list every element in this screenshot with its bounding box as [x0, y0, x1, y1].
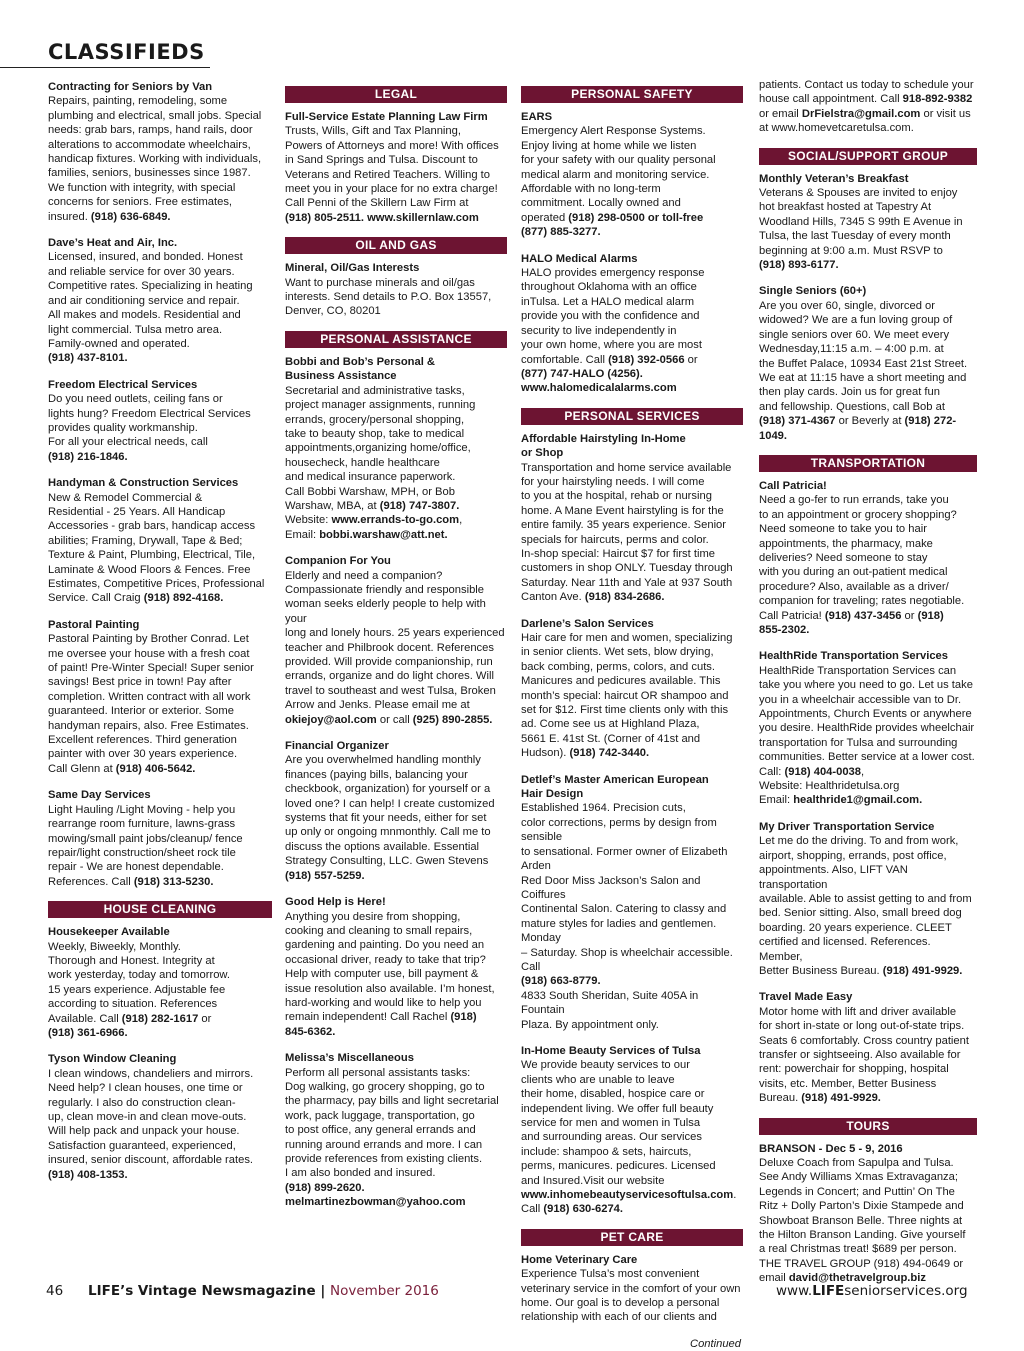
entry-heading: Melissa’s Miscellaneous — [285, 1052, 414, 1065]
entry-contact: (918) 805-2511. www.skillernlaw.com — [285, 211, 479, 224]
entry-body — [759, 78, 977, 136]
classified-entry — [48, 618, 272, 776]
entry-body — [521, 1058, 743, 1216]
entry-text: or — [901, 609, 918, 622]
entry-text: or Beverly at — [835, 415, 905, 428]
entry-contact: (918) 892-4168. — [143, 592, 224, 605]
entry-text: Licensed, insured, and bonded. Honest and reliable service for over 30 years. Competitive rates. Specializing in heating and air conditioning service and repair. All makes and models. Residential and light commercial. Tulsa metro area. Family-owned and operated. — [48, 251, 253, 350]
section-header-tours: TOURS — [759, 1118, 977, 1135]
entry-contact: (918) 298-0500 or toll-free (877) 885-3277. — [521, 211, 704, 239]
entry-text: Perform all personal assistants tasks: Dog walking, go grocery shopping, go to the pharmacy, pay bills and light secretarial work, pack luggage, transportation, go to post office, any general errands and running around errands and more. I can provide references from existing clients. I am also bonded and insured. — [285, 1066, 499, 1180]
entries-personal-services — [521, 432, 743, 1217]
entry-contact: (918) 742-3440. — [569, 747, 650, 760]
magazine-title — [88, 1283, 439, 1299]
classified-entry — [759, 1142, 977, 1286]
entry-text: Want to purchase minerals and oil/gas interests. Send details to P.O. Box 13557, Denver, CO, 80201 — [285, 276, 492, 318]
entry-contact: (918) 834-2686. — [584, 591, 665, 604]
entry-text: HALO provides emergency response throughout Oklahoma with an office inTulsa. Let a HALO medical alarm provide you with the confidence and security to live independently in your own home, where you are most comfortable. Call — [521, 267, 705, 366]
entry-heading: Handyman & Construction Services — [48, 477, 239, 490]
entry-body — [759, 1156, 977, 1286]
entry-text: Secretarial and administrative tasks, project manager assignments, running errands, grocery/personal shopping, take to beauty shop, take to medical appointments,organizing home/office, housecheck, handle healthcare and medical insurance paperwork. Call Bobbi Warshaw, MPH, or Bob Warshaw, MBA, at — [285, 384, 476, 512]
entry-heading: Affordable Hairstyling In-Home or Shop — [521, 432, 686, 460]
entry-body — [285, 124, 507, 225]
entries-vet-continued — [759, 78, 977, 136]
url-suffix: seniorservices.org — [844, 1283, 968, 1299]
section-header-social-support-group: SOCIAL/SUPPORT GROUP — [759, 148, 977, 165]
section-header-oil-and-gas: OIL AND GAS — [285, 237, 507, 254]
entry-contact: (918) 371-4367 — [759, 415, 836, 428]
entry-text: Elderly and need a companion? Compassionate friendly and responsible woman seeks elderly people to help with your long and lonely hours. 25 years experienced teacher and Philbrook docent. References provided. Will provide companionship, run errands, organize and do light chores. Will travel to southeast and west Tulsa, Broken Arrow and Jenks. Please email me at — [285, 569, 505, 712]
entry-heading: My Driver Transportation Service — [759, 820, 935, 833]
entry-body — [48, 803, 272, 889]
entry-contact: (918) 663-8779. — [521, 975, 601, 988]
entry-text: Established 1964. Precision cuts, color corrections, perms by design from sensible to sensational. Former owner of Elizabeth Arden Red Door Miss Jackson’s Salon and Coiffures Continental Salon. Catering to classy and mature styles for ladies and gentlemen. Monday – Saturday. Shop is wheelchair accessible. Call — [521, 802, 733, 973]
entry-heading: Contracting for Seniors by Van — [48, 81, 213, 93]
classified-entry — [759, 284, 977, 442]
entries-transportation — [759, 479, 977, 1106]
classified-entry — [285, 895, 507, 1039]
classified-entry — [285, 554, 507, 727]
entry-contact: (918) 491-9929. — [882, 964, 963, 977]
entry-body — [285, 1066, 507, 1210]
entry-contact: (918) 406-5642. — [115, 762, 196, 775]
entry-text: or visit us at www.homevetcaretulsa.com. — [759, 107, 971, 135]
entry-contact: www.errands-to-go.com — [331, 514, 460, 527]
entry-text: Anything you desire from shopping, cooking and cleaning to small repairs, gardening and painting. Do you need an occasional driver, ready to take that trip? Help with computer use, bill payment & issue resolution also available. I’m honest, hard-working and would like to help you remain independent! Call Rachel — [285, 910, 495, 1024]
entry-heading: Good Help is Here! — [285, 896, 386, 909]
page-title: CLASSIFIEDS — [48, 40, 205, 64]
entry-contact: (918) 404-0038 — [784, 765, 862, 778]
entry-body — [521, 124, 743, 239]
classified-entry — [759, 78, 977, 136]
classified-entry — [759, 820, 977, 978]
entry-body — [759, 664, 977, 808]
entry-heading: HALO Medical Alarms — [521, 252, 638, 265]
entry-contact: (918) 855-2302. — [759, 609, 944, 636]
entry-text: Are you overwhelmed handling monthly finances (paying bills, balancing your checkbook, organization) for yourself or a loved one? I can help! I create customized systems that fit your needs, either for set up only or ongoing mnmonthly. Call me to discuss the options available. Essential Strategy Consulting, LLC. Gwen Stevens — [285, 754, 495, 868]
entries-house-cleaning — [48, 925, 272, 1182]
entry-heading: Home Veterinary Care — [521, 1253, 638, 1266]
entry-text: Weekly, Biweekly, Monthly. Thorough and Honest. Integrity at work yesterday, today and tomorrow. 15 years experience. Adjustable fee according to situation. References Available. Call — [48, 940, 230, 1025]
entry-text: Motor home with lift and driver available for short in-state or long out-of-state trips. Seats 6 comfortably. Cross country patient transfer or sightseeing. Also available for rent: powerchair for shopping, hospital visits, etc. Member, Better Business Bureau. — [759, 1005, 969, 1105]
entry-text: Transportation and home service available for your hairstyling needs. I will come to you at the hospital, rehab or nursing home. A Mane Event hairstyling is for the entire family. 35 years experience. Senior specials for haircuts, perms and color. In-shop special: Haircut $7 for first time customers in shop ONLY. Tuesday through Saturday. Near 11th and Yale at 937 South Canton Ave. — [521, 461, 733, 604]
url-prefix: www. — [776, 1283, 813, 1299]
entry-text: , Website: Healthridetulsa.org Email: — [759, 765, 900, 807]
entry-contact: (918) 557-5259. — [285, 869, 365, 882]
entry-contact: (918) 272-1049. — [759, 415, 957, 442]
entry-body — [285, 753, 507, 883]
entry-contact: (918) 361-6966. — [48, 1026, 128, 1039]
entry-body — [285, 910, 507, 1040]
entry-heading: Tyson Window Cleaning — [48, 1053, 177, 1066]
entry-contact: (918) 630-6274. — [543, 1203, 624, 1216]
entry-text: Experience Tulsa’s most convenient veterinary service in the comfort of your own home. Our goal is to develop a personal relationship with each of our clients and — [521, 1268, 741, 1324]
entry-text: or call — [376, 713, 413, 726]
entries-personal-safety — [521, 110, 743, 396]
column-4 — [759, 78, 977, 1298]
entry-heading: Bobbi and Bob’s Personal & Business Assistance — [285, 355, 436, 383]
issue-month: November 2016 — [329, 1283, 439, 1299]
entry-text: 4833 South Sheridan, Suite 405A in Fountain Plaza. By appointment only. — [521, 989, 699, 1031]
entry-body — [48, 250, 272, 365]
entry-contact: (918) 408-1353. — [48, 1168, 128, 1181]
entry-text: Hair care for men and women, specializing in senior clients. Wet sets, blow drying, back combing, perms, colors, and cuts. Manicures and pedicures available. This month’s special: haircut OR shampoo and set for $12. First time clients only with this ad. Come see us at Highland Plaza, 5661 E. 41st St. (Corner of 41st and Hudson). — [521, 632, 733, 760]
entry-text: HealthRide Transportation Services can take you where you need to go. Let us take you in a wheelchair accessible van to Dr. Appointments, Church Events or anywhere you desire. HealthRide provides wheelchair transportation for Tulsa and surrounding communities. Better service at a lower cost. Call: — [759, 664, 975, 778]
entry-body — [285, 384, 507, 542]
entry-heading: Dave’s Heat and Air, Inc. — [48, 237, 178, 250]
entry-text: Need a go-fer to run errands, take you to an appointment or grocery shopping? Need someone to take you to hair appointments, the pharmacy, make deliveries? Need someone to stay with you during an out-patient medical procedure? Also, available as a driver/ companion for traveling; rates negotiable. Call Patricia! — [759, 494, 965, 622]
entry-contact: DrFielstra@gmail.com — [801, 107, 921, 120]
entry-body — [759, 1005, 977, 1106]
classified-entry — [521, 110, 743, 240]
entry-contact: (918) 636-6849. — [90, 210, 171, 223]
entry-contact: (877) 747-HALO (4256). www.halomedicalalarms.com — [521, 367, 677, 395]
classified-entry — [48, 236, 272, 366]
entry-heading: In-Home Beauty Services of Tulsa — [521, 1044, 701, 1057]
entry-text: Are you over 60, single, divorced or widowed? We are a fun loving group of single seniors over 60. We meet every Wednesday,11:15 a.m. – 4:00 p.m. at the Buffet Palace, 10934 East 21st Street. We eat at 11:15 have a short meeting and then play cards. Join us for great fun and fellowship. Questions, call Bob at — [759, 299, 968, 413]
entry-text: Repairs, painting, remodeling, some plumbing and electrical, small jobs. Special needs: grab bars, ramps, hand rails, door alterations to accommodate wheelchairs, handicap fixtures. Working with individuals, families, seniors, businesses since 1987. We function with integrity, with special concerns for seniors. Free estimates, insured. — [48, 95, 262, 223]
entries-pet-care — [521, 1253, 743, 1325]
classified-entry — [521, 432, 743, 605]
entry-contact: david@thetravelgroup.biz — [788, 1272, 926, 1285]
entry-contact: (918) 899-2620. melmartinezbowman@yahoo.com — [285, 1181, 466, 1209]
entry-body — [759, 299, 977, 443]
continued-label: Continued — [689, 1337, 741, 1350]
classified-entry — [48, 80, 272, 224]
classified-entry — [759, 172, 977, 273]
classified-entry — [285, 355, 507, 542]
section-header-personal-safety: PERSONAL SAFETY — [521, 86, 743, 103]
entry-heading: Same Day Services — [48, 789, 151, 802]
classified-entry — [285, 1051, 507, 1209]
column-1 — [48, 80, 272, 1194]
entry-heading: Detlef’s Master American European Hair Design — [521, 773, 709, 801]
entry-text: Light Hauling /Light Moving - help you rearrange room furniture, lawns-grass mowing/small paint jobs/cleanup/ fence repair/light construction/sheet rock tile repair - We are honest dependable. References. Call — [48, 803, 243, 888]
entry-heading: Housekeeper Available — [48, 926, 170, 939]
entry-heading: Monthly Veteran’s Breakfast — [759, 172, 909, 185]
entries-oil-and-gas — [285, 261, 507, 319]
entry-contact: 918-892-9382 — [902, 93, 973, 106]
classified-entry — [48, 925, 272, 1040]
entry-heading: Travel Made Easy — [759, 991, 853, 1004]
entry-text: . Call — [521, 1189, 737, 1216]
classified-entry — [759, 990, 977, 1105]
entry-text: We provide beauty services to our clients who are unable to leave their home, disabled, hospice care or independent living. We offer full beauty service for men and women in Tulsa and surrounding areas. Our services include: shampoo & sets, haircuts, perms, manicures. pedicures. Licensed and Insured.Visit our website — [521, 1059, 716, 1187]
entry-heading: Financial Organizer — [285, 740, 389, 753]
classified-entry — [48, 788, 272, 889]
entry-heading: EARS — [521, 111, 553, 123]
classified-entry — [48, 378, 272, 464]
classified-entry — [285, 261, 507, 319]
column-3 — [521, 80, 743, 1351]
entry-contact: www.inhomebeautyservicesoftulsa.com — [521, 1189, 734, 1202]
classified-entry — [521, 1253, 743, 1325]
entry-body — [759, 186, 977, 272]
entry-text: Veterans & Spouses are invited to enjoy hot breakfast hosted at Tapestry At Woodland Hills, 7345 S 99th E Avenue in Tulsa, the last Tuesday of every month beginning at 9:00 a.m. Must RSVP to — [759, 187, 963, 257]
entry-heading: Full-Service Estate Planning Law Firm — [285, 111, 488, 123]
entry-text: patients. Contact us today to schedule your house call appointment. Call — [759, 79, 974, 106]
column-2 — [285, 80, 507, 1222]
entry-contact: (918) 437-3456 — [824, 609, 902, 622]
entry-contact: (925) 890-2855. — [412, 713, 493, 726]
entry-body — [521, 801, 743, 1032]
section-header-personal-services: PERSONAL SERVICES — [521, 408, 743, 425]
entries-social-support — [759, 172, 977, 443]
entry-contact: (918) 216-1846. — [48, 450, 128, 463]
entry-body — [521, 461, 743, 605]
classified-entry — [759, 479, 977, 637]
entry-body — [48, 491, 272, 606]
entry-contact: (918) 893-6177. — [759, 259, 839, 272]
entry-body — [521, 1267, 743, 1325]
entry-text: Deluxe Coach from Sapulpa and Tulsa. See Andy Williams Xmas Extravaganza; Legends in Concert; and Puttin’ On The Ritz + Dolly Parton’s Dixie Stampede and Showboat Branson Belle. Three nights at the Hilton Branson Landing. Give yourself a real Christmas treat! $689 per person. THE TRAVEL GROUP (918) 494-0649 or email — [759, 1157, 966, 1285]
url-brand: LIFE — [812, 1283, 845, 1299]
classified-entry — [48, 476, 272, 606]
classified-entry — [285, 739, 507, 883]
entry-body — [521, 631, 743, 761]
entry-body — [759, 834, 977, 978]
magazine-name: LIFE’s Vintage Newsmagazine | — [88, 1283, 330, 1299]
entry-body — [759, 493, 977, 637]
entries-contracting — [48, 80, 272, 889]
entry-contact: (918) 313-5230. — [133, 875, 214, 888]
entries-legal — [285, 110, 507, 225]
entry-heading: BRANSON - Dec 5 - 9, 2016 — [759, 1142, 903, 1155]
entry-contact: (918) 845-6362. — [285, 1011, 477, 1038]
entry-text: Emergency Alert Response Systems. Enjoy living at home while we listen for your safety with our quality personal medical alarm and monitoring service. Affordable with no long-term commitment. Locally owned and operated — [521, 125, 716, 224]
website-url[interactable] — [776, 1283, 968, 1299]
entry-contact: (918) 437-8101. — [48, 352, 128, 365]
entry-text: Pastoral Painting by Brother Conrad. Let me oversee your house with a fresh coat of paint! Pre-Winter Special! Super senior savings! Best price in town! Pay after completion. Written contract with all work guaranteed. Interior or exterior. Some handyman repairs, also. Free Estimates. Excellent references. Third generation painter with over 30 years experience. Call Glenn at — [48, 633, 254, 775]
entries-personal-assistance — [285, 355, 507, 1210]
entry-heading: Single Seniors (60+) — [759, 285, 867, 298]
entry-body — [48, 1067, 272, 1182]
entry-text: Let me do the driving. To and from work, airport, shopping, errands, post office, appointments. Also, LIFT VAN transportation available. Able to assist getting to and from bed. Senior sitting. Also, small breed dog boarding. 20 years experience. CLEET certified and licensed. References. Member, Better Business Bureau. — [759, 835, 972, 977]
classified-entry — [521, 1044, 743, 1217]
entry-heading: Pastoral Painting — [48, 618, 140, 631]
classified-entry — [521, 252, 743, 396]
entry-body — [521, 266, 743, 396]
entry-text: or email — [759, 107, 799, 120]
section-header-personal-assistance: PERSONAL ASSISTANCE — [285, 331, 507, 348]
classified-entry — [48, 1052, 272, 1182]
section-header-pet-care: PET CARE — [521, 1229, 743, 1246]
entries-tours — [759, 1142, 977, 1286]
entry-text: New & Remodel Commercial & Residential - 25 Years. All Handicap Accessories - grab bars, handicap access abilities; Framing, Drywall, Tape & Bed; Texture & Paint, Plumbing, Electrical, Tile, Laminate & Wood Floors & Fences. Free Estimates, Competitive Prices, Professional Service. Call Craig — [48, 491, 265, 605]
entry-body — [48, 392, 272, 464]
entry-contact: (918) 747-3807. — [379, 499, 460, 512]
entry-text: or — [687, 353, 698, 366]
entry-contact: okiejoy@aol.com — [285, 713, 377, 726]
section-header-house-cleaning: HOUSE CLEANING — [48, 901, 272, 918]
entry-text: Website: — [285, 514, 329, 527]
entry-text: or — [201, 1012, 212, 1025]
entry-contact: (918) 282-1617 — [121, 1012, 199, 1025]
classified-entry — [759, 649, 977, 807]
entry-heading: Companion For You — [285, 555, 391, 568]
section-header-transportation: TRANSPORTATION — [759, 455, 977, 472]
entry-body — [285, 276, 507, 319]
entry-text: I clean windows, chandeliers and mirrors. Need help? I clean houses, one time or regularly. I also do construction clean- up, clean move-in and clean move-outs. Will help pack and unpack your house. Satisfaction guaranteed, experienced, insured, senior discount, affordable rates. — [48, 1067, 254, 1167]
entry-text: Trusts, Wills, Gift and Tax Planning, Powers of Attorneys and more! With offices in Sand Springs and Tulsa. Discount to Veterans and Retired Teachers. Willing to meet you in your place for no extra charge! Call Penni of the Skillern Law Firm at — [285, 125, 499, 210]
entry-body — [285, 569, 507, 727]
entry-contact: (918) 392-0566 — [608, 353, 685, 366]
page-number: 46 — [46, 1283, 64, 1299]
classified-entry — [521, 617, 743, 761]
entry-contact: healthride1@gmail.com. — [793, 794, 923, 807]
classified-entry — [285, 110, 507, 225]
entry-heading: HealthRide Transportation Services — [759, 650, 949, 663]
entry-text: , Email: — [285, 514, 463, 541]
section-header-legal: LEGAL — [285, 86, 507, 103]
entry-body — [48, 940, 272, 1041]
classified-entry — [521, 773, 743, 1032]
entry-text: Do you need outlets, ceiling fans or lights hung? Freedom Electrical Services provides quality workmanship. For all your electrical needs, call — [48, 393, 251, 449]
entry-contact: bobbi.warshaw@att.net. — [319, 528, 448, 541]
entry-body — [48, 94, 272, 224]
entry-body — [48, 632, 272, 776]
entry-heading: Call Patricia! — [759, 479, 827, 492]
entry-heading: Freedom Electrical Services — [48, 378, 198, 391]
title-divider — [0, 67, 210, 68]
entry-heading: Mineral, Oil/Gas Interests — [285, 262, 420, 275]
entry-contact: (918) 491-9929. — [801, 1092, 881, 1105]
entry-heading: Darlene’s Salon Services — [521, 617, 654, 630]
